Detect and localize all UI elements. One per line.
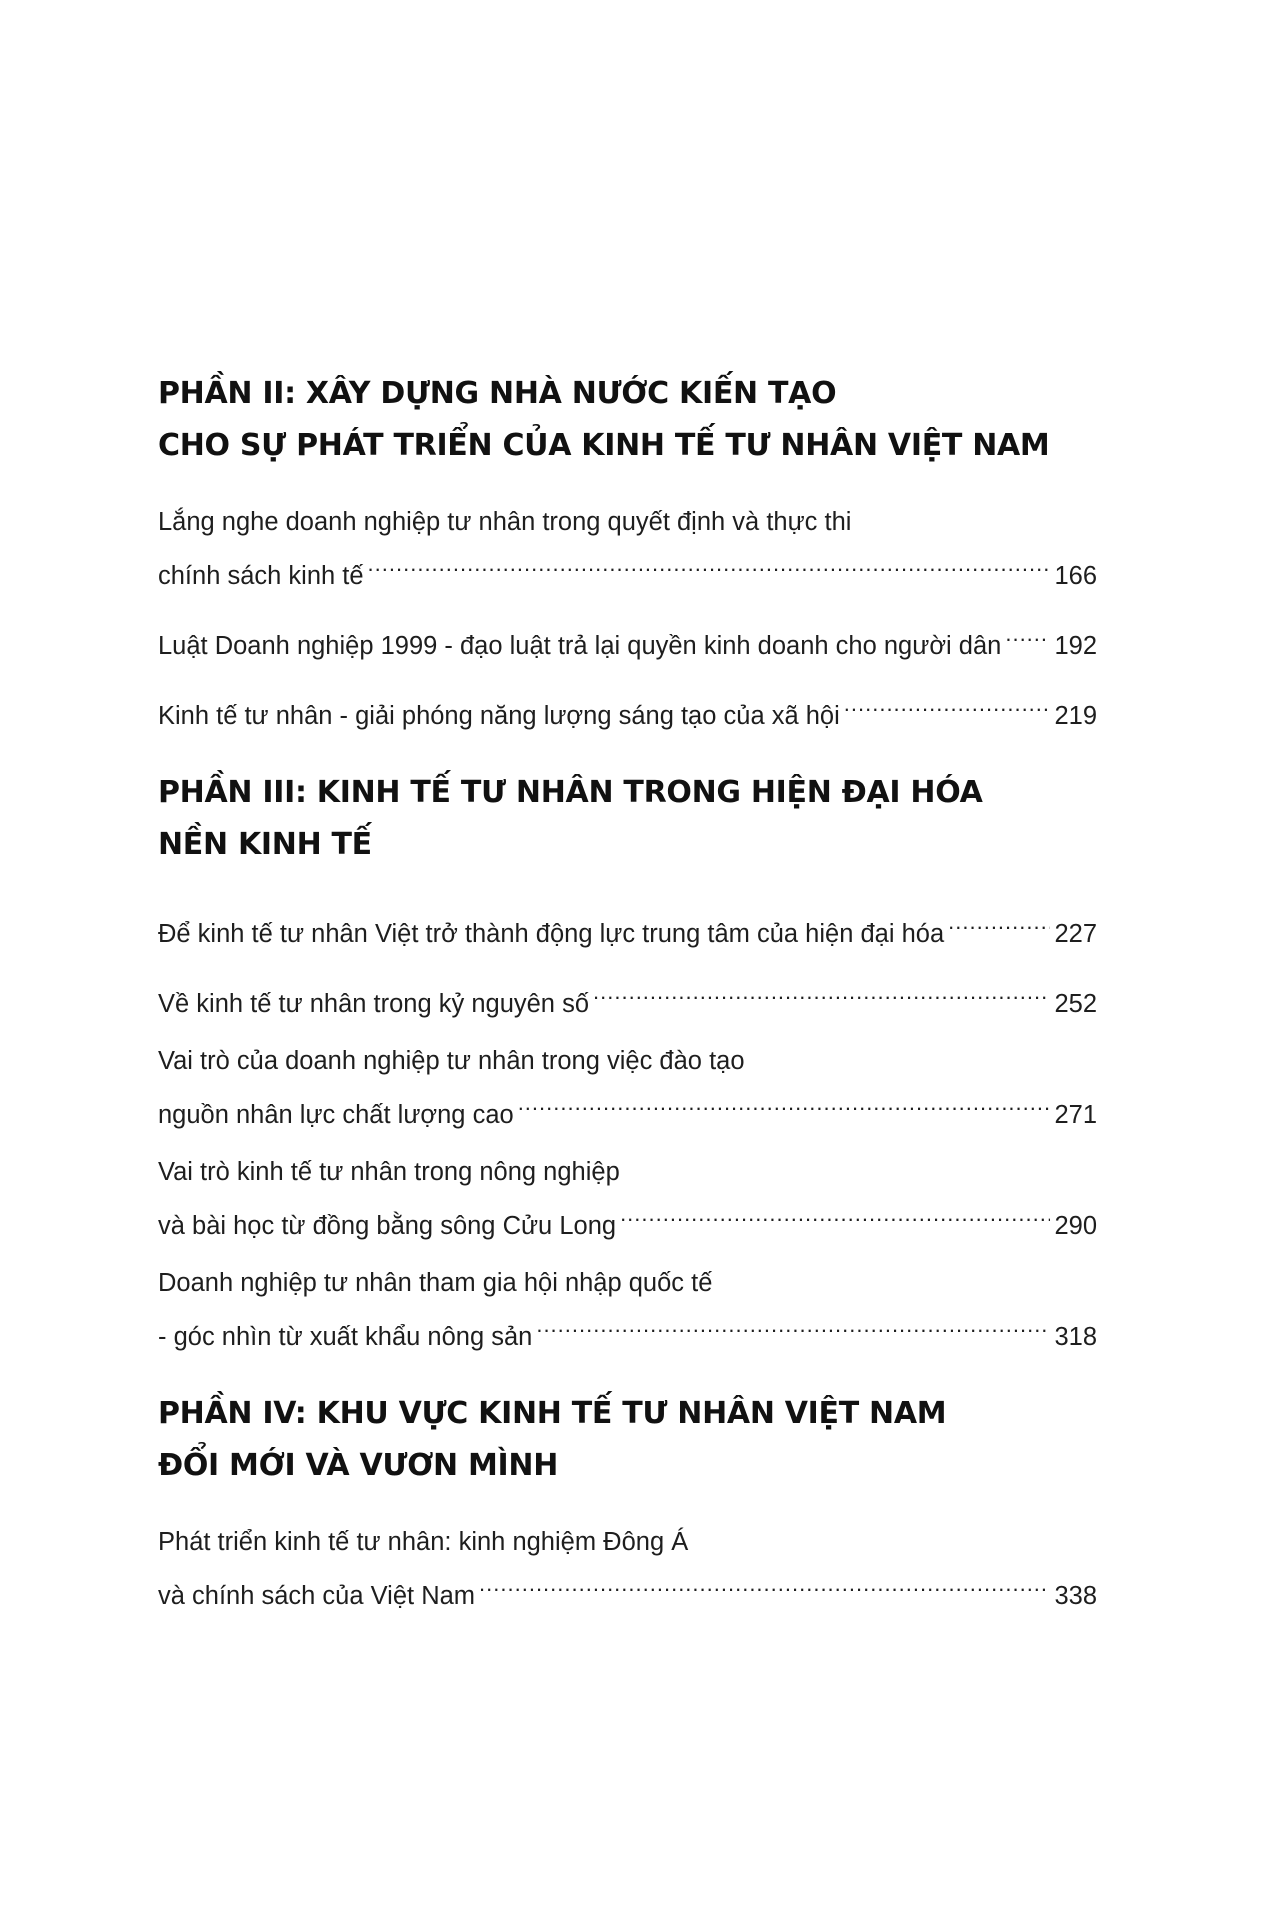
toc-entry[interactable] — [158, 502, 1097, 597]
entry-title-line: Kinh tế tư nhân - giải phóng năng lượng sáng tạo của xã hội — [158, 702, 840, 730]
toc-entry[interactable] — [158, 1522, 1097, 1617]
dot-leader — [593, 971, 1050, 1012]
entry-title-line: Về kinh tế tư nhân trong kỷ nguyên số — [158, 990, 590, 1018]
entry-title-line: và chính sách của Việt Nam — [158, 1582, 476, 1610]
entry-title-line: và bài học từ đồng bằng sông Cửu Long — [158, 1212, 617, 1240]
part-title — [158, 767, 1097, 871]
entry-title-line: Luật Doanh nghiệp 1999 - đạo luật trả lại quyền kinh doanh cho người dân — [158, 632, 1002, 660]
part-title-line: NỀN KINH TẾ — [158, 827, 372, 862]
page-number: 227 — [1054, 920, 1097, 948]
page-number: 192 — [1054, 632, 1097, 660]
part-title-line: CHO SỰ PHÁT TRIỂN CỦA KINH TẾ TƯ NHÂN VIỆT NAM — [158, 428, 1050, 463]
page-number: 219 — [1054, 702, 1097, 730]
dot-leader — [368, 543, 1051, 584]
toc-entry[interactable] — [158, 613, 1097, 667]
part-section — [158, 368, 1097, 737]
page-number: 318 — [1054, 1323, 1097, 1351]
part-title-line: PHẦN II: XÂY DỰNG NHÀ NƯỚC KIẾN TẠO — [158, 376, 837, 411]
part-title-line: ĐỔI MỚI VÀ VƯƠN MÌNH — [158, 1448, 559, 1483]
page-number: 290 — [1054, 1212, 1097, 1240]
entry-title-line: nguồn nhân lực chất lượng cao — [158, 1101, 514, 1129]
page-number: 252 — [1054, 990, 1097, 1018]
entry-title-line: Phát triển kinh tế tư nhân: kinh nghiệm Đông Á — [158, 1528, 689, 1556]
dot-leader — [844, 683, 1051, 724]
entry-list — [158, 901, 1097, 1358]
dot-leader — [620, 1193, 1050, 1234]
dot-leader — [479, 1563, 1050, 1604]
toc-entry[interactable] — [158, 1263, 1097, 1358]
entry-title-line: Lắng nghe doanh nghiệp tư nhân trong quyết định và thực thi — [158, 508, 852, 536]
entry-list — [158, 1522, 1097, 1617]
entry-title-line: Vai trò kinh tế tư nhân trong nông nghiệp — [158, 1158, 620, 1186]
part-section — [158, 1388, 1097, 1617]
part-title-line: PHẦN IV: KHU VỰC KINH TẾ TƯ NHÂN VIỆT NAM — [158, 1396, 947, 1431]
page-number: 271 — [1054, 1101, 1097, 1129]
toc-entry[interactable] — [158, 1152, 1097, 1247]
page-number: 166 — [1054, 562, 1097, 590]
part-title — [158, 368, 1097, 472]
dot-leader — [1005, 613, 1050, 654]
page-number: 338 — [1054, 1582, 1097, 1610]
part-title-line: PHẦN III: KINH TẾ TƯ NHÂN TRONG HIỆN ĐẠI HÓA — [158, 775, 983, 810]
entry-title-line: Vai trò của doanh nghiệp tư nhân trong việc đào tạo — [158, 1047, 745, 1075]
entry-title-line: - góc nhìn từ xuất khẩu nông sản — [158, 1323, 533, 1351]
entry-list — [158, 502, 1097, 737]
toc-entry[interactable] — [158, 901, 1097, 955]
dot-leader — [518, 1082, 1051, 1123]
entry-title-line: Để kinh tế tư nhân Việt trở thành động lực trung tâm của hiện đại hóa — [158, 920, 945, 948]
entry-title-line: chính sách kinh tế — [158, 562, 364, 590]
toc-entry[interactable] — [158, 683, 1097, 737]
entry-title-line: Doanh nghiệp tư nhân tham gia hội nhập quốc tế — [158, 1269, 713, 1297]
dot-leader — [536, 1304, 1050, 1345]
dot-leader — [948, 901, 1050, 942]
toc-entry[interactable] — [158, 971, 1097, 1025]
toc-entry[interactable] — [158, 1041, 1097, 1136]
part-section — [158, 767, 1097, 1358]
table-of-contents — [158, 368, 1097, 1633]
part-title — [158, 1388, 1097, 1492]
